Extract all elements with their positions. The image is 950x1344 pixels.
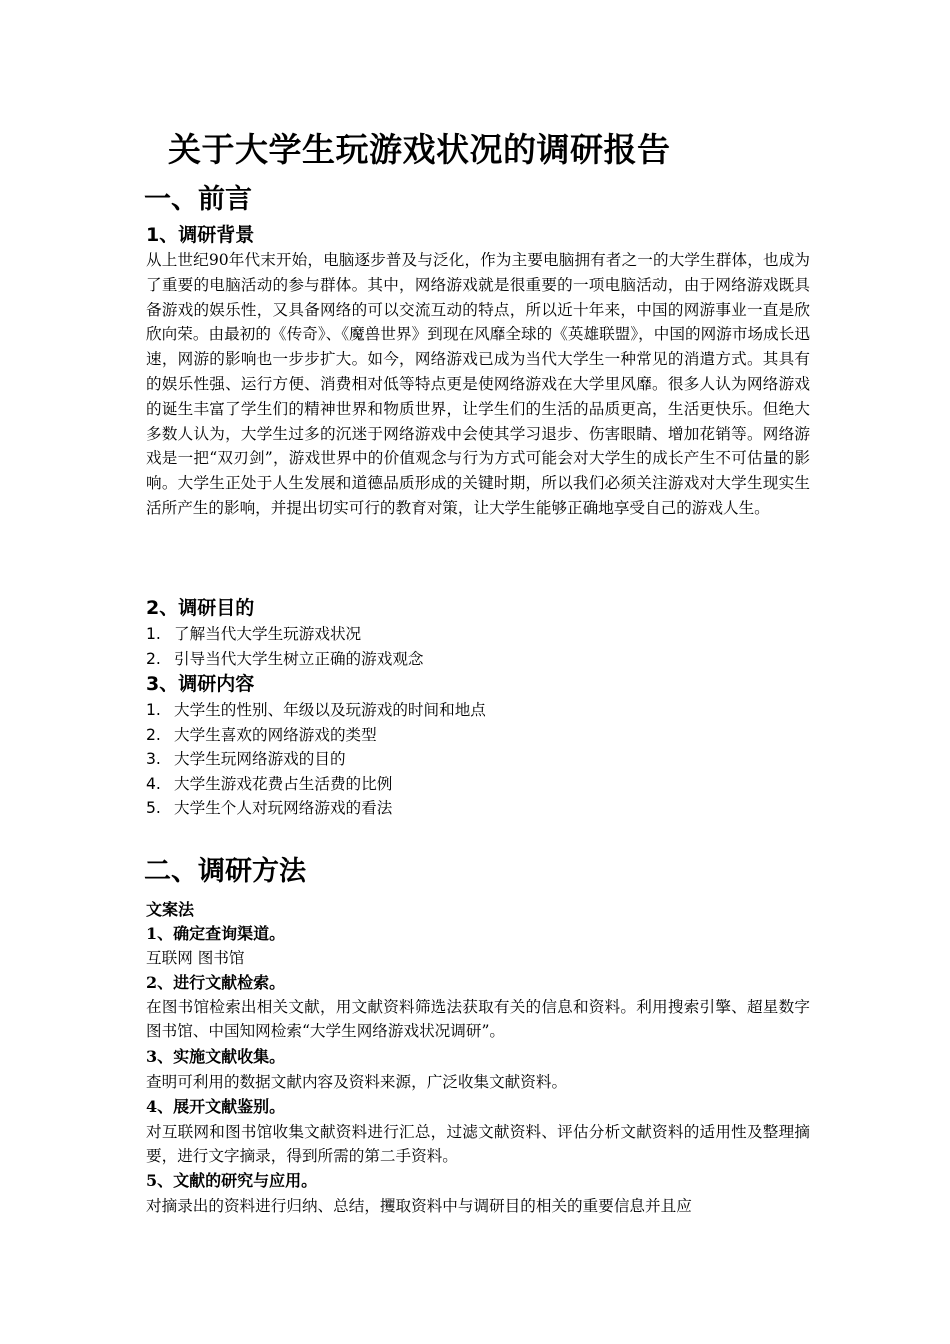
list-item <box>146 723 486 748</box>
list-item-number: 2. <box>146 725 161 744</box>
background-paragraph: 从上世纪90年代末开始，电脑逐步普及与泛化，作为主要电脑拥有者之一的大学生群体，也成为了重要的电脑活动的参与群体。其中，网络游戏就是很重要的一项电脑活动，由于网络游戏既具备游戏的娱乐性，又具备网络的可以交流互动的特点，所以近十年来，中国的网游事业一直是欣欣向荣。由最初的《传奇》、《魔兽世界》到现在风靡全球的《英雄联盟》，中国的网游市场成长迅速，网游的影响也一步步扩大。如今，网络游戏已成为当代大学生一种常见的消遣方式。其具有的娱乐性强、运行方便、消费相对低等特点更是使网络游戏在大学里风靡。很多人认为网络游戏的诞生丰富了学生们的精神世界和物质世界，让学生们的生活的品质更高，生活更快乐。但绝大多数人认为，大学生过多的沉迷于网络游戏中会使其学习退步、伤害眼睛、增加花销等。网络游戏是一把“双刃剑”，游戏世界中的价值观念与行为方式可能会对大学生的成长产生不可估量的影响。大学生正处于人生发展和道德品质形成的关键时期，所以我们必须关注游戏对大学生现实生活所产生的影响，并提出切实可行的教育对策，让大学生能够正确地享受自己的游戏人生。 <box>146 251 810 517</box>
step-text: 查明可利用的数据文献内容及资料来源，广泛收集文献资料。 <box>146 1073 568 1091</box>
step-heading: 5、文献的研究与应用。 <box>146 1171 318 1190</box>
step-heading: 4、展开文献鉴别。 <box>146 1097 286 1116</box>
list-item-number: 4. <box>146 774 161 793</box>
step-heading: 1、确定查询渠道。 <box>146 924 286 943</box>
list-item-number: 1. <box>146 625 161 643</box>
list-item-text: 了解当代大学生玩游戏状况 <box>174 625 362 643</box>
step-text: 对互联网和图书馆收集文献资料进行汇总，过滤文献资料、评估分析文献资料的适用性及整理摘要，进行文字摘录，得到所需的第二手资料。 <box>146 1123 810 1166</box>
subheading-purpose: 2、调研目的 <box>146 597 255 619</box>
section-heading-preface: 一、前言 <box>144 184 252 215</box>
list-item-text: 大学生个人对玩网络游戏的看法 <box>174 799 393 818</box>
list-item <box>146 796 486 821</box>
list-item-number: 2. <box>146 649 161 668</box>
content-list <box>146 698 486 821</box>
list-item <box>146 647 424 672</box>
list-item <box>146 747 486 772</box>
list-item-text: 大学生玩网络游戏的目的 <box>174 750 346 769</box>
step-text: 对摘录出的资料进行归纳、总结，攫取资料中与调研目的相关的重要信息并且应 <box>146 1197 692 1215</box>
list-item-number: 5. <box>146 799 161 818</box>
list-item-text: 引导当代大学生树立正确的游戏观念 <box>174 649 424 668</box>
list-item-text: 大学生游戏花费占生活费的比例 <box>174 774 393 793</box>
step-heading: 3、实施文献收集。 <box>146 1047 286 1066</box>
list-item-text: 大学生的性别、年级以及玩游戏的时间和地点 <box>174 701 486 719</box>
list-item <box>146 698 486 723</box>
list-item-number: 3. <box>146 750 161 769</box>
step-text: 在图书馆检索出相关文献，用文献资料筛选法获取有关的信息和资料。利用搜索引擎、超星数字图书馆、中国知网检索“大学生网络游戏状况调研”。 <box>146 998 810 1041</box>
section-heading-methods: 二、调研方法 <box>144 856 306 887</box>
purpose-list <box>146 622 424 671</box>
step-heading: 2、进行文献检索。 <box>146 973 286 992</box>
list-item-text: 大学生喜欢的网络游戏的类型 <box>174 725 377 744</box>
subheading-content: 3、调研内容 <box>146 673 255 695</box>
report-title: 关于大学生玩游戏状况的调研报告 <box>168 130 671 169</box>
step-text: 互联网 图书馆 <box>146 949 245 967</box>
list-item-number: 1. <box>146 701 161 719</box>
list-item <box>146 622 424 647</box>
list-item <box>146 772 486 797</box>
subheading-background: 1、调研背景 <box>146 224 255 246</box>
method-title: 文案法 <box>146 900 195 919</box>
